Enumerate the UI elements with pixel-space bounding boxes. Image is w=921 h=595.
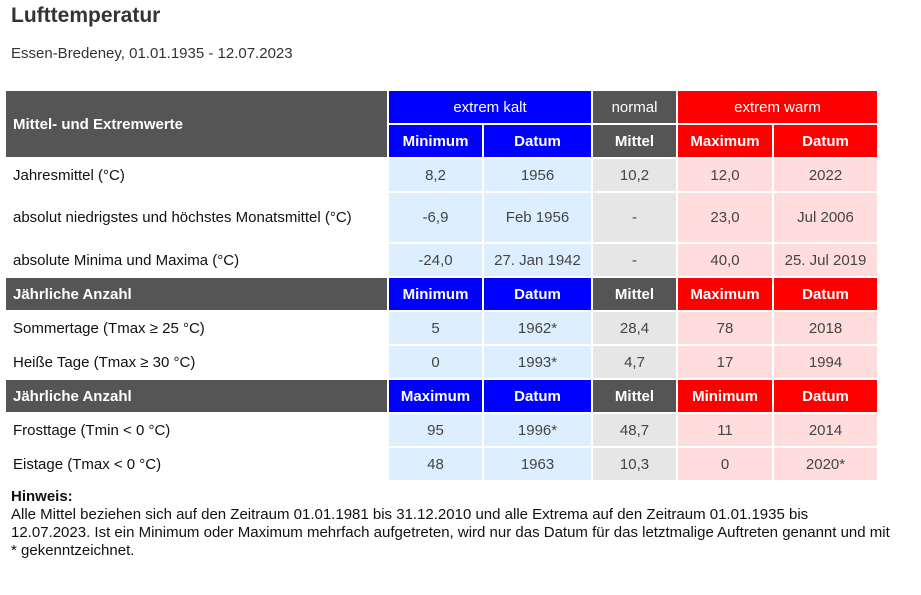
- row-value: 8,2: [389, 159, 482, 191]
- row-label: absolut niedrigstes und höchstes Monatsmittel (°C): [13, 209, 352, 226]
- table-row: [6, 312, 877, 344]
- col-header: Minimum: [678, 380, 772, 412]
- row-value: 27. Jan 1942: [484, 244, 591, 276]
- col-header: Minimum: [389, 125, 482, 157]
- row-value: 10,3: [593, 448, 676, 480]
- section-header-row: [6, 278, 877, 310]
- row-value: 1962*: [484, 312, 591, 344]
- row-value: 48: [389, 448, 482, 480]
- table-row: [6, 346, 877, 378]
- row-value: Jul 2006: [774, 193, 877, 242]
- row-label: Sommertage (Tmax ≥ 25 °C): [13, 319, 205, 337]
- row-value: 2014: [774, 414, 877, 446]
- col-header: Datum: [484, 380, 591, 412]
- row-value: 0: [678, 448, 772, 480]
- header-row-groups: [6, 91, 877, 123]
- col-header: Datum: [774, 380, 877, 412]
- col-header: Datum: [484, 278, 591, 310]
- row-value: 2018: [774, 312, 877, 344]
- section-header-row: [6, 380, 877, 412]
- note-text: Alle Mittel beziehen sich auf den Zeitraum 01.01.1981 bis 31.12.2010 und alle Extrema auf den Zeitraum 01.01.1935 bis 12.07.2023. Ist ein Minimum oder Maximum mehrfach aufgetreten, wird nur das Datum für das letztmalige Auftreten genannt und mit * gekenntzeichnet.: [11, 506, 890, 559]
- row-label: Frosttage (Tmin < 0 °C): [13, 421, 171, 439]
- row-value: -: [593, 244, 676, 276]
- col-header: Datum: [774, 125, 877, 157]
- row-value: -24,0: [389, 244, 482, 276]
- row-value: -6,9: [389, 193, 482, 242]
- temperature-table: [4, 89, 879, 482]
- table-row: [6, 244, 877, 276]
- col-header: Mittel: [593, 278, 676, 310]
- row-label: Heiße Tage (Tmax ≥ 30 °C): [13, 353, 196, 371]
- row-value: 2022: [774, 159, 877, 191]
- row-value: 95: [389, 414, 482, 446]
- row-value: 25. Jul 2019: [774, 244, 877, 276]
- row-label: Jahresmittel (°C): [13, 166, 125, 184]
- row-value: Feb 1956: [484, 193, 591, 242]
- section-label: Jährliche Anzahl: [6, 278, 387, 310]
- row-value: 1993*: [484, 346, 591, 378]
- col-header: Mittel: [593, 125, 676, 157]
- page-title: Lufttemperatur: [11, 4, 161, 27]
- section-label: Jährliche Anzahl: [6, 380, 387, 412]
- col-header: Datum: [484, 125, 591, 157]
- table-row: [6, 414, 877, 446]
- row-value: 4,7: [593, 346, 676, 378]
- col-header: Maximum: [389, 380, 482, 412]
- row-value: 40,0: [678, 244, 772, 276]
- row-value: 28,4: [593, 312, 676, 344]
- row-value: 5: [389, 312, 482, 344]
- row-label: Eistage (Tmax < 0 °C): [13, 455, 162, 473]
- col-header: Minimum: [389, 278, 482, 310]
- row-value: 1996*: [484, 414, 591, 446]
- table-row: [6, 159, 877, 191]
- row-value: -: [593, 193, 676, 242]
- row-label: absolute Minima und Maxima (°C): [13, 251, 240, 269]
- row-value: 1994: [774, 346, 877, 378]
- col-header: Datum: [774, 278, 877, 310]
- col-header: Maximum: [678, 125, 772, 157]
- group-normal: normal: [593, 91, 676, 123]
- note-title: Hinweis:: [11, 488, 73, 505]
- station-subtitle: Essen-Bredeney, 01.01.1935 - 12.07.2023: [11, 45, 293, 62]
- col-header: Maximum: [678, 278, 772, 310]
- row-value: 78: [678, 312, 772, 344]
- col-header: Mittel: [593, 380, 676, 412]
- row-value: 17: [678, 346, 772, 378]
- table-row: [6, 193, 877, 242]
- row-value: 12,0: [678, 159, 772, 191]
- header-label: Mittel- und Extremwerte: [6, 91, 387, 157]
- row-value: 48,7: [593, 414, 676, 446]
- row-value: 1963: [484, 448, 591, 480]
- table-row: [6, 448, 877, 480]
- row-value: 10,2: [593, 159, 676, 191]
- note: [11, 488, 891, 560]
- row-value: 11: [678, 414, 772, 446]
- row-value: 23,0: [678, 193, 772, 242]
- group-extrem-kalt: extrem kalt: [389, 91, 591, 123]
- group-extrem-warm: extrem warm: [678, 91, 877, 123]
- row-value: 0: [389, 346, 482, 378]
- row-value: 1956: [484, 159, 591, 191]
- row-value: 2020*: [774, 448, 877, 480]
